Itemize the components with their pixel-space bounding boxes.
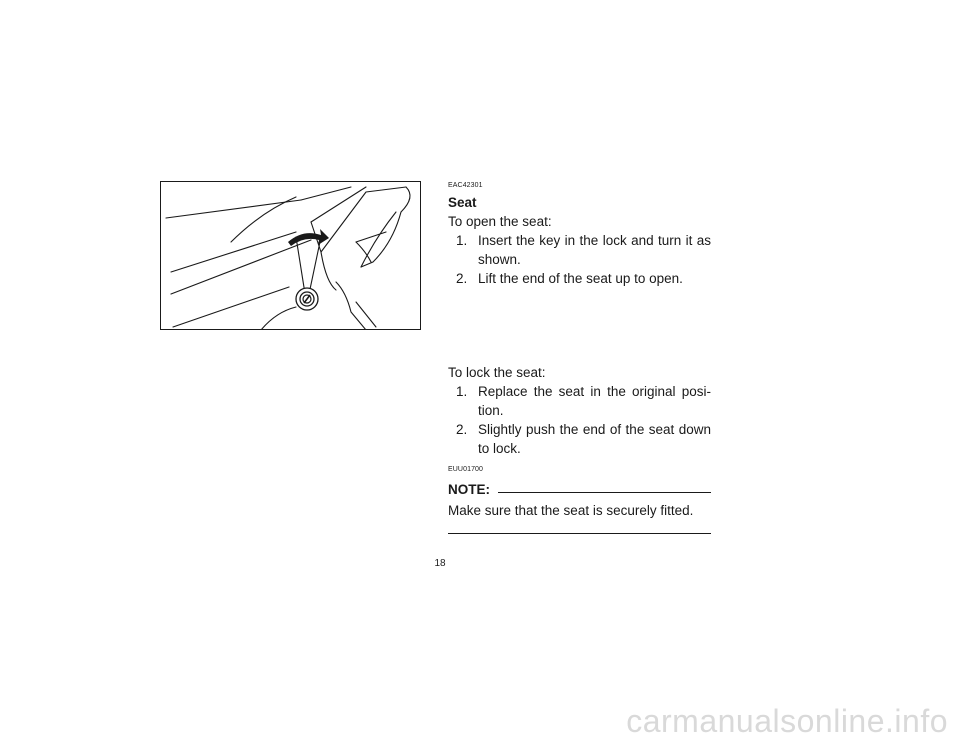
open-steps-list xyxy=(448,231,711,288)
step-number: 2. xyxy=(456,422,468,437)
note-text: Make sure that the seat is securely fitted. xyxy=(448,503,694,518)
note-bottom-divider xyxy=(448,533,711,534)
step-text: Replace the seat in the original posi-tion. xyxy=(478,384,711,418)
lock-steps-list xyxy=(448,382,711,458)
lock-intro: To lock the seat: xyxy=(448,365,546,380)
note-divider xyxy=(498,492,711,493)
key-lock-icon xyxy=(296,288,318,310)
turn-arrow-icon xyxy=(288,229,329,246)
lock-block xyxy=(448,363,711,458)
seat-lock-drawing xyxy=(161,182,421,330)
list-item xyxy=(448,420,711,458)
list-item xyxy=(448,231,711,269)
note-header xyxy=(448,481,711,499)
page-number: 18 xyxy=(434,558,446,569)
watermark: carmanualsonline.info xyxy=(626,703,948,739)
step-text: Lift the end of the seat up to open. xyxy=(478,271,683,286)
step-number: 1. xyxy=(456,384,468,399)
section-code: EAC42301 xyxy=(448,182,483,189)
step-number: 2. xyxy=(456,271,468,286)
list-item xyxy=(448,269,711,288)
open-intro: To open the seat: xyxy=(448,214,552,229)
section-title: Seat xyxy=(448,195,477,210)
note-code: EUU01700 xyxy=(448,466,484,473)
seat-lock-illustration xyxy=(160,181,421,330)
step-text: Slightly push the end of the seat down to lock. xyxy=(478,422,711,456)
step-text: Insert the key in the lock and turn it as shown. xyxy=(478,233,711,267)
note-label: NOTE: xyxy=(448,482,490,497)
list-item xyxy=(448,382,711,420)
step-number: 1. xyxy=(456,233,468,248)
seat-section xyxy=(448,181,711,534)
